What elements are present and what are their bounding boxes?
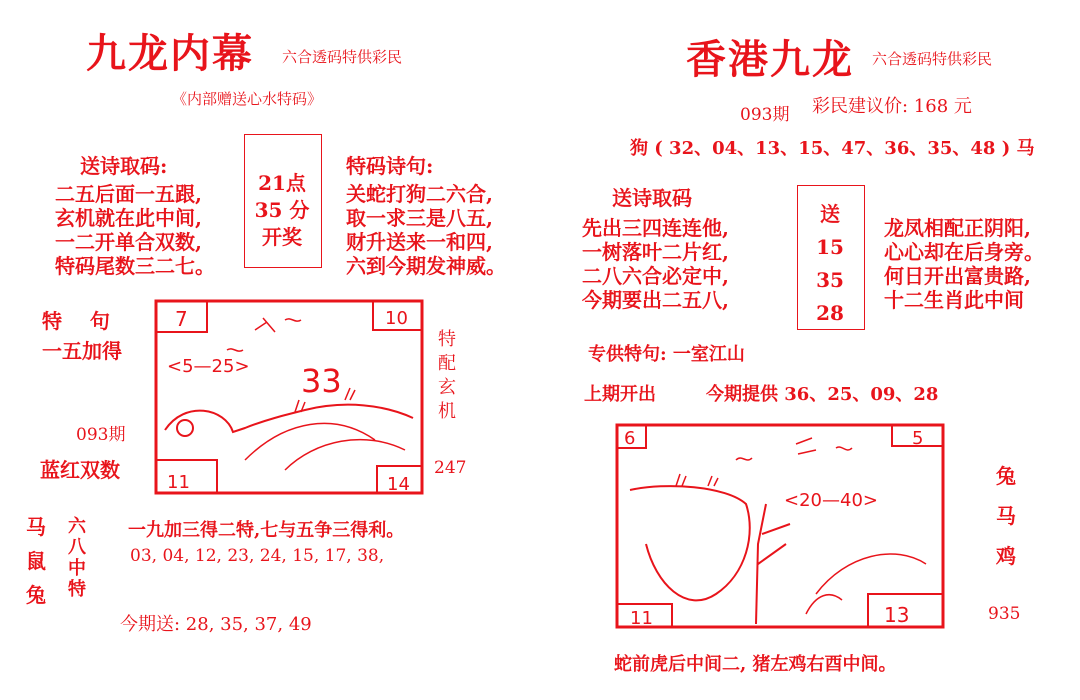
left-sketch bbox=[155, 300, 425, 496]
special-poem-line: 财升送来一和四, bbox=[346, 230, 493, 254]
right-subtitle: 六合透码特供彩民 bbox=[872, 50, 993, 68]
sketch-frame bbox=[617, 425, 943, 627]
send-number: 28 bbox=[816, 301, 844, 325]
sketch-corner-tr: 5 bbox=[912, 428, 924, 449]
bottom-riddle-line: 蛇前虎后中间二, 猪左鸡右酉中间。 bbox=[614, 654, 897, 675]
left-subtitle: 六合透码特供彩民 bbox=[282, 48, 403, 66]
zodiac-horse: 马 bbox=[996, 504, 1016, 528]
sketch-big-number: 33 bbox=[301, 362, 342, 400]
right-poem-heading: 送诗取码 bbox=[612, 186, 692, 210]
draw-time-minute: 35 分 bbox=[254, 198, 310, 222]
draw-time-text bbox=[246, 170, 318, 251]
left-poem bbox=[55, 182, 215, 278]
special-poem bbox=[346, 182, 506, 278]
right-poem2-line: 龙凤相配正阴阳, bbox=[884, 216, 1031, 240]
sketch-hill bbox=[630, 486, 750, 600]
sketch-range: <5—25> bbox=[167, 356, 250, 377]
sketch-eye bbox=[177, 420, 193, 436]
riddle-line: 一九加三得二特,七与五争三得利。 bbox=[128, 520, 405, 541]
left-title: 九龙内幕 bbox=[86, 30, 254, 77]
right-poem-line: 二八六合必定中, bbox=[582, 264, 729, 288]
special-poem-line: 关蛇打狗二六合, bbox=[346, 182, 493, 206]
dog-horse-line: 狗 ( 32、04、13、15、47、36、35、48 ) 马 bbox=[630, 138, 1035, 159]
right-poem-2 bbox=[884, 216, 1044, 312]
draw-time-hour: 21点 bbox=[258, 171, 306, 195]
sketch-corner-br: 13 bbox=[884, 603, 910, 627]
right-poem2-line: 心心却在后身旁。 bbox=[884, 240, 1044, 264]
special-poem-line: 六到今期发神威。 bbox=[346, 254, 506, 278]
right-title: 香港九龙 bbox=[686, 36, 854, 83]
left-poem-line: 一二开单合双数, bbox=[55, 230, 202, 254]
sketch-slope bbox=[245, 423, 405, 470]
last-issue-label: 上期开出 bbox=[584, 384, 656, 405]
left-poem-line: 二五后面一五跟, bbox=[55, 182, 202, 206]
zodiac-horse: 马 bbox=[26, 515, 46, 539]
send-number: 35 bbox=[816, 268, 844, 292]
special-phrase: 一五加得 bbox=[42, 339, 122, 363]
left-side-number: 247 bbox=[434, 458, 467, 478]
color-hint: 蓝红双数 bbox=[40, 458, 120, 482]
sketch-corner-tr: 10 bbox=[385, 308, 408, 329]
send-number: 15 bbox=[816, 235, 844, 259]
right-poem2-line: 十二生肖此中间 bbox=[884, 288, 1024, 312]
left-gift-line: 《内部赠送心水特码》 bbox=[172, 90, 323, 108]
right-side-number: 935 bbox=[988, 604, 1021, 624]
this-issue-line: 今期提供 36、25、09、28 bbox=[706, 384, 939, 405]
left-issue: 093期 bbox=[76, 425, 126, 445]
sketch-marks bbox=[736, 438, 852, 460]
send-label: 送 bbox=[820, 202, 840, 226]
sketch-grass bbox=[676, 474, 718, 486]
special-poem-heading: 特码诗句: bbox=[346, 154, 434, 178]
sketch-corner-tl: 7 bbox=[175, 307, 188, 331]
price-line: 彩民建议价: 168 元 bbox=[812, 96, 972, 117]
today-send-line: 今期送: 28, 35, 37, 49 bbox=[120, 614, 312, 635]
special-phrase-label: 特 句 bbox=[42, 309, 110, 333]
sketch-range: <20—40> bbox=[784, 490, 878, 511]
sketch-corner-bl: 11 bbox=[630, 608, 653, 629]
zodiac-rooster: 鸡 bbox=[996, 544, 1016, 568]
sketch-marks bbox=[227, 318, 301, 351]
zodiac-rabbit: 兔 bbox=[26, 583, 46, 607]
right-poem2-line: 何日开出富贵路, bbox=[884, 264, 1031, 288]
sketch-corner-bl: 11 bbox=[167, 472, 190, 493]
special-poem-line: 取一求三是八五, bbox=[346, 206, 493, 230]
sketch-corner-br: 14 bbox=[387, 474, 410, 495]
right-poem-line: 今期要出二五八, bbox=[582, 288, 729, 312]
right-issue: 093期 bbox=[740, 105, 790, 125]
right-sketch bbox=[616, 424, 946, 630]
numbers-line: 03, 04, 12, 23, 24, 15, 17, 38, bbox=[130, 546, 385, 566]
six-eight-text: 六八中特 bbox=[68, 516, 86, 600]
sketch-hill bbox=[165, 405, 413, 432]
sketch-corner-tl: 6 bbox=[624, 428, 636, 449]
right-poem bbox=[582, 216, 729, 312]
right-poem-line: 一树落叶二片红, bbox=[582, 240, 729, 264]
right-zodiac-column bbox=[996, 456, 1018, 576]
left-poem-line: 玄机就在此中间, bbox=[55, 206, 202, 230]
draw-time-label: 开奖 bbox=[262, 225, 302, 249]
right-poem-line: 先出三四连连他, bbox=[582, 216, 729, 240]
left-zodiac-column bbox=[26, 510, 48, 612]
left-poem-line: 特码尾数三二七。 bbox=[55, 254, 215, 278]
zodiac-rabbit: 兔 bbox=[996, 464, 1016, 488]
send-number-text bbox=[799, 198, 861, 330]
side-vertical-text: 特配玄机 bbox=[438, 329, 456, 422]
zodiac-rat: 鼠 bbox=[26, 549, 46, 573]
sketch-tree bbox=[756, 504, 790, 624]
right-special-phrase: 专供特句: 一室江山 bbox=[588, 344, 745, 365]
left-poem-heading: 送诗取码: bbox=[80, 154, 168, 178]
